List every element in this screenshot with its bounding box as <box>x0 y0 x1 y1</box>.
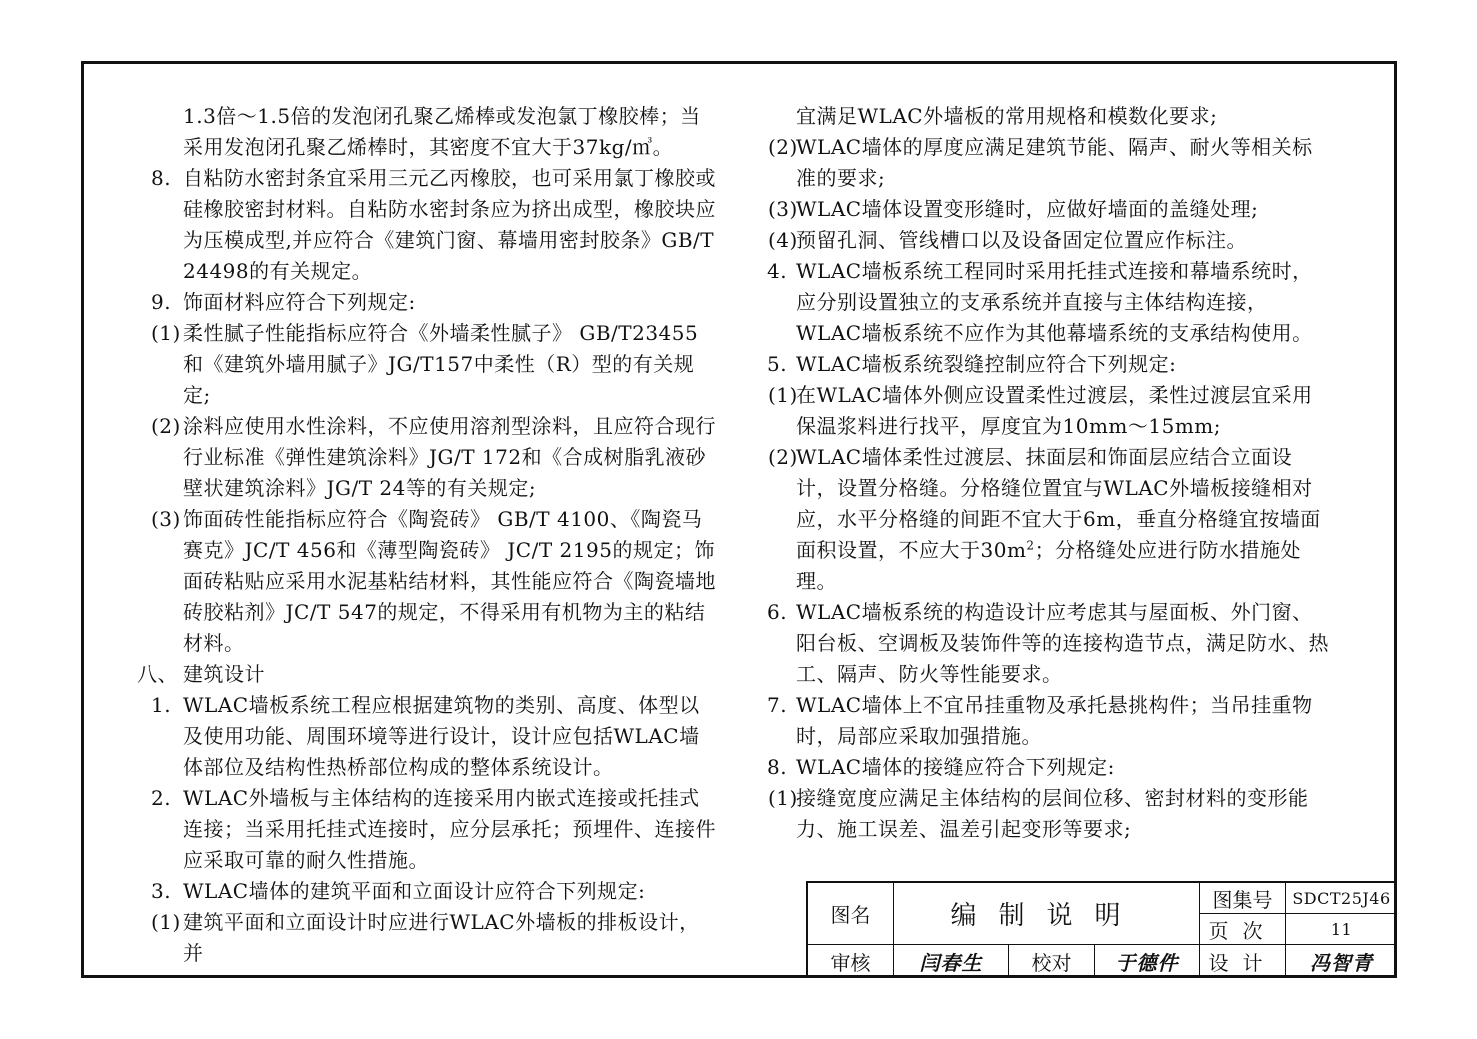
item-number: 6. <box>767 600 788 624</box>
page-number: 11 <box>1286 914 1397 945</box>
item-number: (3) <box>768 197 798 221</box>
paragraph <box>740 597 1330 690</box>
paragraph <box>740 194 1330 225</box>
paragraph-text <box>740 442 1330 597</box>
paragraph-text-part: WLAC墙体柔性过渡层、抹面层和饰面层应结合立面设计，设置分格缝。分格缝位置宜与WLAC外墙板接缝相对应，水平分格缝的间距不宜大于6m，垂直分格缝宜按墙面面积设置，不应大于30m <box>796 445 1321 562</box>
paragraph <box>105 287 717 318</box>
paragraph <box>740 380 1330 442</box>
paragraph-text: 宜满足WLAC外墙板的常用规格和模数化要求; <box>796 104 1218 128</box>
paragraph-text: 涂料应使用水性涂料，不应使用溶剂型涂料，且应符合现行行业标准《弹性建筑涂料》JG/T 172和《合成树脂乳液砂壁状建筑涂料》JG/T 24等的有关规定; <box>183 414 716 500</box>
paragraph <box>740 101 1330 132</box>
item-number: (4) <box>768 228 798 252</box>
label-check: 校对 <box>1009 945 1095 978</box>
paragraph-text: WLAC墙板系统裂缝控制应符合下列规定: <box>796 352 1177 376</box>
paragraph-text: WLAC墙板系统的构造设计应考虑其与屋面板、外门窗、阳台板、空调板及装饰件等的连接构造节点，满足防水、热工、隔声、防火等性能要求。 <box>796 600 1329 686</box>
paragraph <box>740 783 1330 845</box>
paragraph-text: WLAC墙体的厚度应满足建筑节能、隔声、耐火等相关标准的要求; <box>796 135 1313 190</box>
atlas-number: SDCT25J46 <box>1286 883 1397 914</box>
paragraph-text: 1.3倍～1.5倍的发泡闭孔聚乙烯棒或发泡氯丁橡胶棒；当采用发泡闭孔聚乙烯棒时，其密度不宜大于37kg/㎥。 <box>183 104 701 159</box>
item-number: (1) <box>768 383 798 407</box>
paragraph-text: WLAC墙板系统工程同时采用托挂式连接和幕墙系统时，应分别设置独立的支承系统并直接与主体结构连接，WLAC墙板系统不应作为其他幕墙系统的支承结构使用。 <box>796 259 1313 345</box>
paragraph <box>740 752 1330 783</box>
paragraph <box>740 690 1330 752</box>
item-number: (1) <box>151 910 181 934</box>
item-number: 3. <box>151 879 172 903</box>
superscript: 2 <box>1026 538 1035 553</box>
paragraph-text: 接缝宽度应满足主体结构的层间位移、密封材料的变形能力、施工误差、温差引起变形等要求; <box>796 786 1309 841</box>
paragraph-text: WLAC外墙板与主体结构的连接采用内嵌式连接或托挂式连接；当采用托挂式连接时，应分层承托；预埋件、连接件应采取可靠的耐久性措施。 <box>183 786 716 872</box>
paragraph <box>105 876 717 907</box>
paragraph <box>105 101 717 163</box>
item-number: (3) <box>151 507 181 531</box>
item-number: (2) <box>768 135 798 159</box>
item-number: 1. <box>151 693 172 717</box>
item-number: 9. <box>151 290 172 314</box>
section-title: 建筑设计 <box>183 662 265 686</box>
paragraph <box>740 349 1330 380</box>
label-review: 审核 <box>808 945 894 978</box>
paragraph-text: 预留孔洞、管线槽口以及设备固定位置应作标注。 <box>796 228 1247 252</box>
paragraph <box>105 504 717 659</box>
paragraph-text: WLAC墙体的建筑平面和立面设计应符合下列规定: <box>183 879 646 903</box>
paragraph-text: 建筑平面和立面设计时应进行WLAC外墙板的排板设计，并 <box>183 910 700 965</box>
item-number: (2) <box>768 445 798 469</box>
review-signature: 闫春生 <box>894 945 1009 978</box>
item-number: (2) <box>151 414 181 438</box>
paragraph-text: WLAC墙体上不宜吊挂重物及承托悬挑构件；当吊挂重物时，局部应采取加强措施。 <box>796 693 1313 748</box>
paragraph <box>740 225 1330 256</box>
label-page: 页次 <box>1200 914 1286 945</box>
item-number: 8. <box>151 166 172 190</box>
paragraph <box>740 132 1330 194</box>
item-number: 7. <box>767 693 788 717</box>
section-heading <box>105 659 717 690</box>
section-number: 八、 <box>137 662 178 686</box>
item-number: (1) <box>768 786 798 810</box>
paragraph-text: 在WLAC墙体外侧应设置柔性过渡层，柔性过渡层宜采用保温浆料进行找平，厚度宜为10mm～15mm; <box>796 383 1313 438</box>
label-atlas-number: 图集号 <box>1200 883 1286 914</box>
drawing-name: 编制说明 <box>894 883 1200 945</box>
label-drawing-name: 图名 <box>808 883 894 945</box>
paragraph-text: WLAC墙体的接缝应符合下列规定: <box>796 755 1115 779</box>
label-design: 设计 <box>1200 945 1286 978</box>
paragraph <box>105 411 717 504</box>
paragraph-text: WLAC墙板系统工程应根据建筑物的类别、高度、体型以及使用功能、周围环境等进行设计，设计应包括WLAC墙体部位及结构性热桥部位构成的整体系统设计。 <box>183 693 700 779</box>
paragraph <box>105 783 717 876</box>
paragraph-text: 柔性腻子性能指标应符合《外墙柔性腻子》 GB/T23455和《建筑外墙用腻子》JG/T157中柔性（R）型的有关规定; <box>183 321 699 407</box>
design-signature: 冯智青 <box>1310 951 1373 975</box>
paragraph-text: 饰面材料应符合下列规定: <box>183 290 416 314</box>
title-block <box>806 881 1397 978</box>
left-column <box>105 101 717 969</box>
paragraph <box>740 256 1330 349</box>
paragraph <box>105 163 717 287</box>
check-signature: 于德件 <box>1095 945 1200 978</box>
right-column <box>740 101 1330 845</box>
paragraph-text-part: ；分格缝处应进行防水措施处理。 <box>796 538 1302 593</box>
paragraph-text: WLAC墙体设置变形缝时，应做好墙面的盖缝处理; <box>796 197 1259 221</box>
paragraph <box>740 442 1330 597</box>
paragraph <box>105 690 717 783</box>
paragraph <box>105 907 717 969</box>
item-number: 8. <box>767 755 788 779</box>
item-number: 4. <box>767 259 788 283</box>
paragraph <box>105 318 717 411</box>
item-number: 5. <box>767 352 788 376</box>
item-number: 2. <box>151 786 172 810</box>
paragraph-text: 自粘防水密封条宜采用三元乙丙橡胶，也可采用氯丁橡胶或硅橡胶密封材料。自粘防水密封条应为挤出成型，橡胶块应为压模成型,并应符合《建筑门窗、幕墙用密封胶条》GB/T 24498的有关规定。 <box>183 166 716 283</box>
item-number: (1) <box>151 321 181 345</box>
paragraph-text: 饰面砖性能指标应符合《陶瓷砖》 GB/T 4100、《陶瓷马赛克》JC/T 456和《薄型陶瓷砖》 JC/T 2195的规定；饰面砖粘贴应采用水泥基粘结材料，其性能应符合《陶瓷墙地砖胶粘剂》JC/T 547的规定，不得采用有机物为主的粘结材料。 <box>183 507 716 655</box>
